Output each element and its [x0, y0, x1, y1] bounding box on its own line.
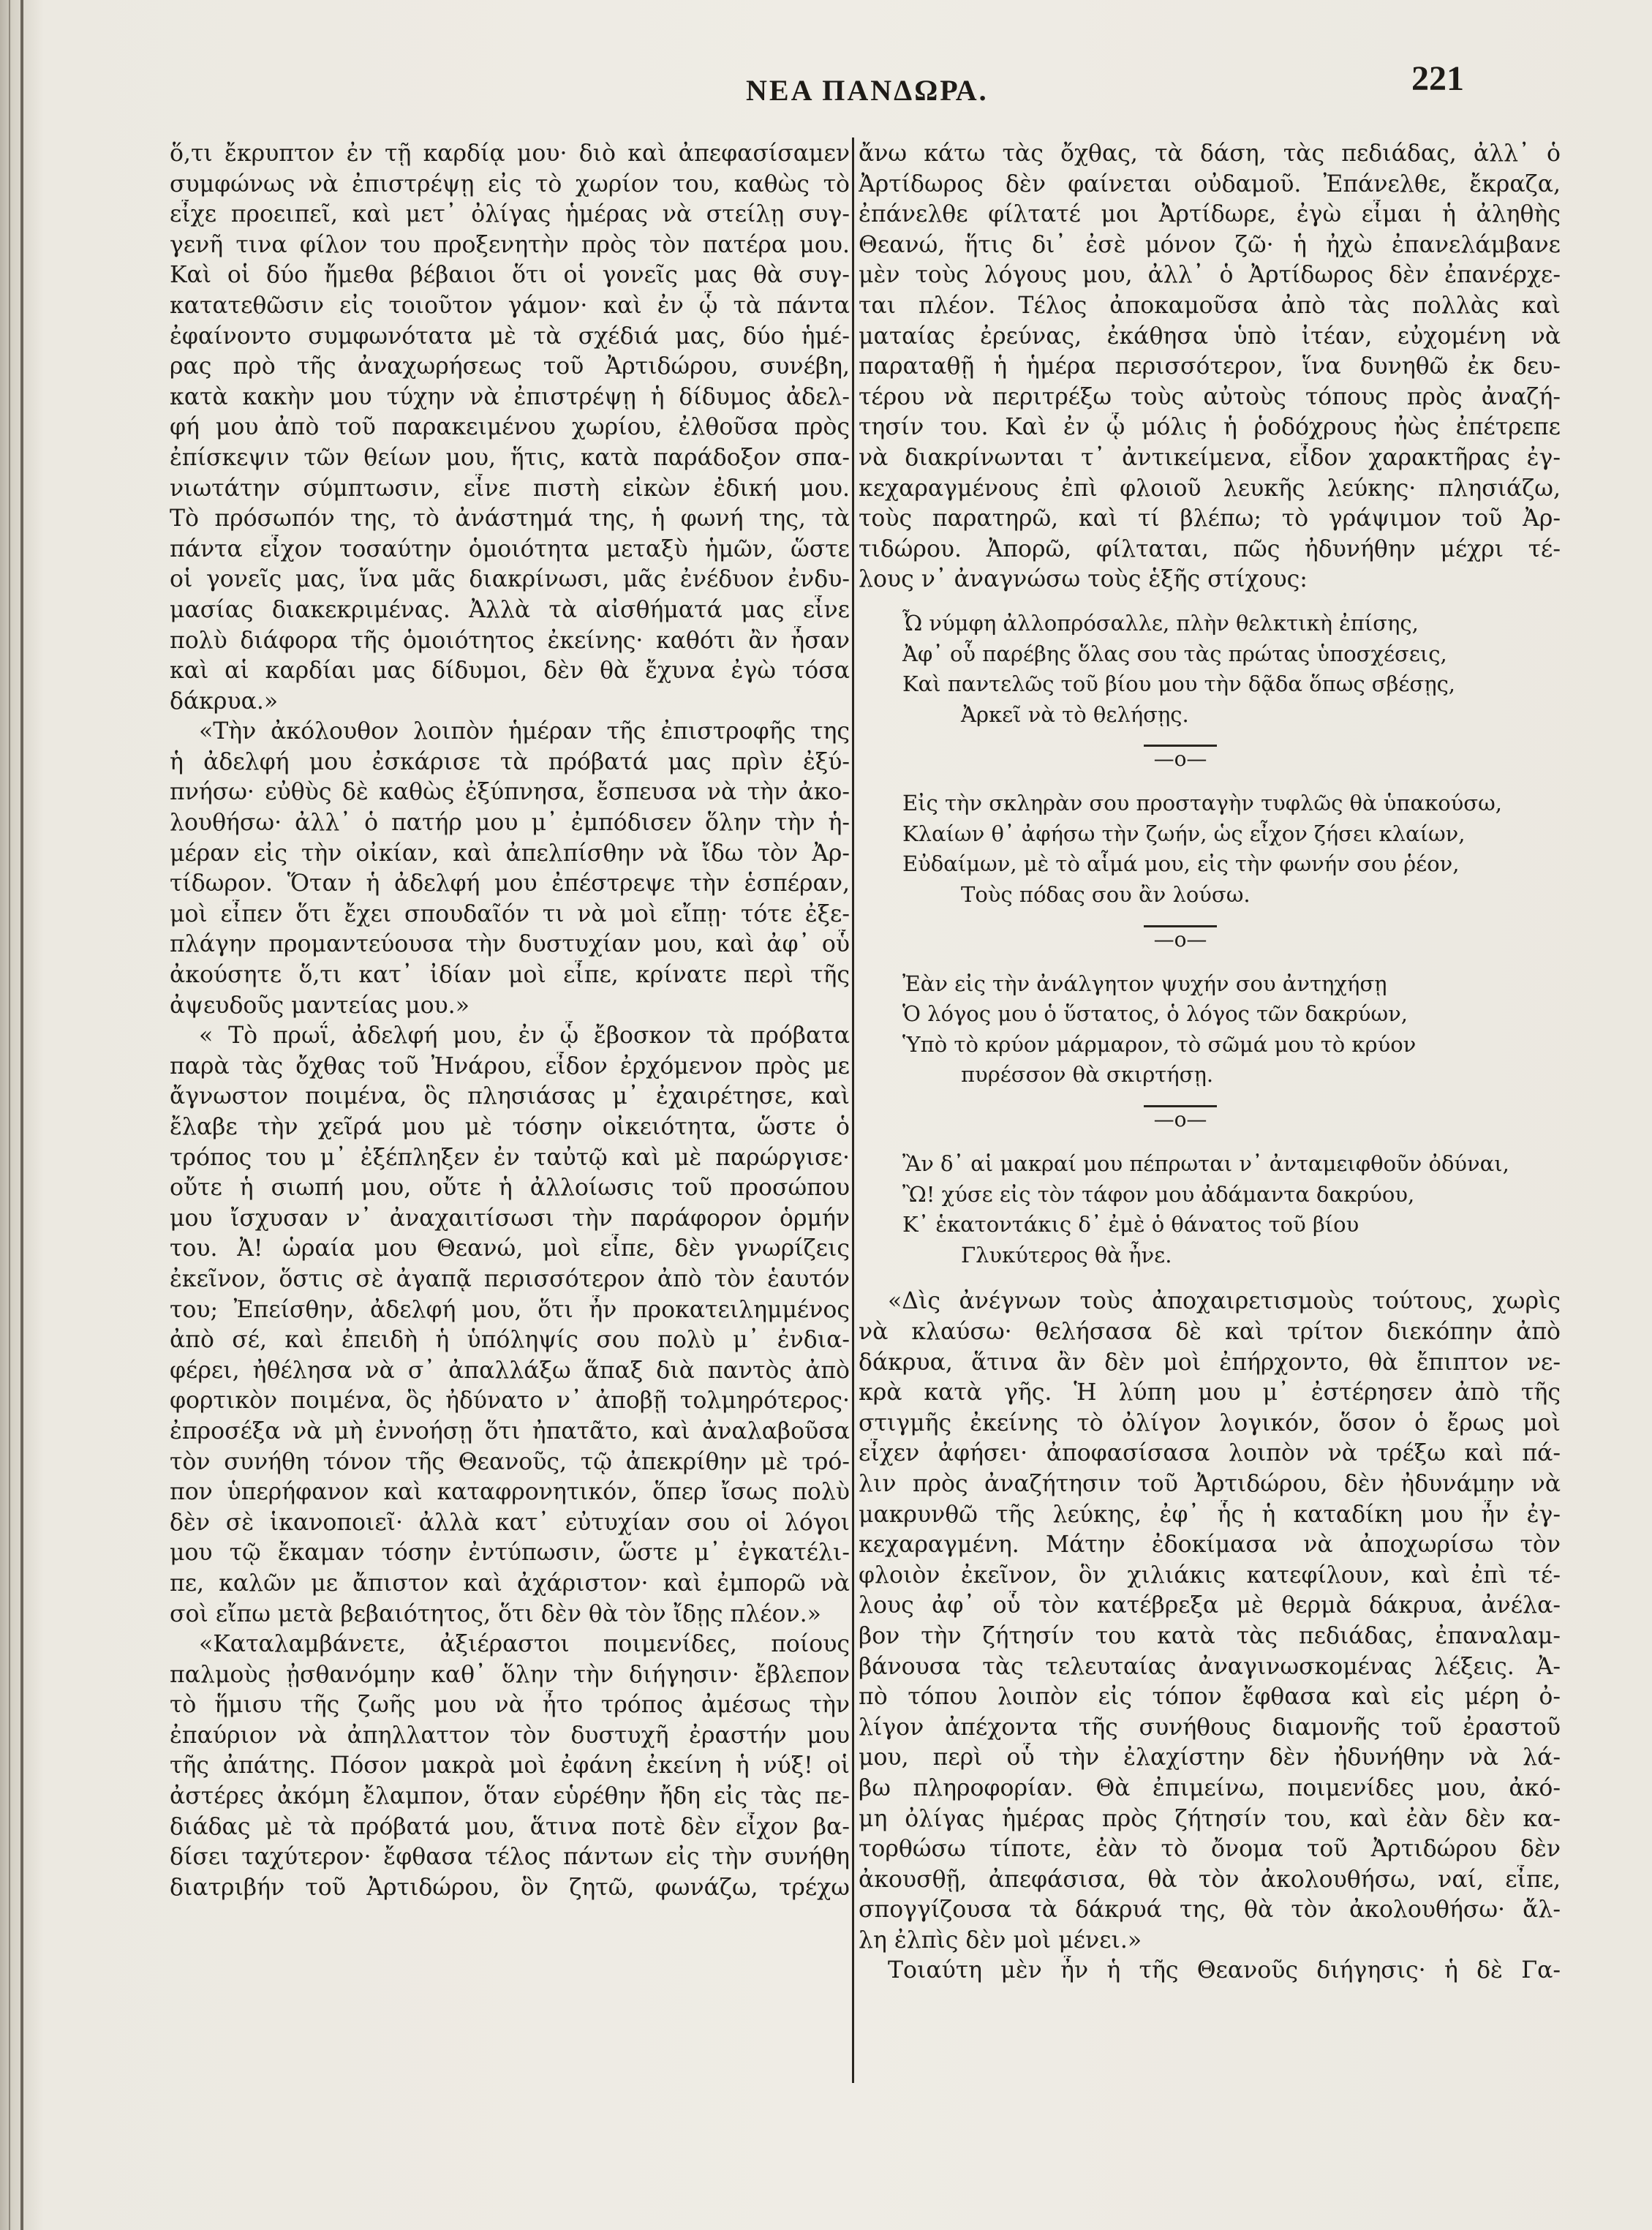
text-line: κατὰ κακὴν μου τύχην νὰ ἐπιστρέψῃ ἡ δίδυμος ἀδελ- — [170, 383, 850, 410]
text-line: ἀκουσθῇ, ἀπεφάσισα, θὰ τὸν ἀκολουθήσω, ναί, εἶπε, — [859, 1866, 1561, 1893]
verse-line: Ἀφ᾽ οὗ παρέβης ὅλας σου τὰς πρώτας ὑποσχέσεις, — [902, 641, 1447, 666]
text-line: κεχαραγμένους ἐπὶ φλοιοῦ λευκῆς λεύκης· πλησιάζω, — [859, 475, 1561, 502]
text-line: τορθώσω τίποτε, ἐὰν τὸ ὄνομα τοῦ Ἀρτιδώρου δὲν — [859, 1836, 1561, 1863]
text-line: τρόπος του μ᾽ ἐξέπληξεν ἐν ταὐτῷ καὶ μὲ παρώργισε· — [170, 1144, 850, 1171]
text-line: ρας πρὸ τῆς ἀναχωρήσεως τοῦ Ἀρτιδώρου, συνέβη, — [170, 353, 850, 380]
text-line: τὸν συνήθη τόνον τῆς Θεανοῦς, τῷ ἀπεκρίθην μὲ τρό- — [170, 1448, 850, 1475]
text-line: φλοιὸν ἐκεῖνον, ὃν χιλιάκις κατεφίλουν, καὶ ἐπὶ τέ- — [859, 1562, 1561, 1589]
text-line: νὰ διακρίνωνται τ᾽ ἀντικείμενα, εἶδον χαρακτῆρας ἐγ- — [859, 444, 1561, 471]
verse-line: Ἀρκεῖ νὰ τὸ θελήσῃς. — [961, 701, 1189, 727]
text-line: λη ἐλπὶς δὲν μοὶ μένει.» — [859, 1926, 1142, 1954]
text-line: νὰ κλαύσω· θελήσασα δὲ καὶ τρίτον διεκόπην ἀπὸ — [859, 1319, 1561, 1345]
text-line: ἀστέρες ἀκόμη ἔλαμπον, ὅταν εὑρέθην ἤδη εἰς τὰς πε- — [170, 1783, 850, 1810]
text-line: Καὶ οἱ δύο ἤμεθα βέβαιοι ὅτι οἱ γονεῖς μας θὰ συγ- — [170, 262, 850, 289]
text-line: συμφώνως νὰ ἐπιστρέψῃ εἰς τὸ χωρίον του, καθὼς τὸ — [170, 170, 850, 197]
text-line: Ἀρτίδωρος δὲν φαίνεται οὐδαμοῦ. Ἐπάνελθε, ἔκραζα, — [859, 170, 1561, 197]
verse-line: Εἰς τὴν σκληρὰν σου προσταγὴν τυφλῶς θὰ ὑπακούσω, — [902, 791, 1502, 816]
verse-line: Κλαίων θ᾽ ἀφήσω τὴν ζωήν, ὡς εἶχον ζήσει κλαίων, — [902, 821, 1466, 846]
text-line: τοὺς παρατηρῶ, καὶ τί βλέπω; τὸ γράψιμον τοῦ Ἀρ- — [859, 505, 1561, 532]
poem-stanza — [859, 788, 1561, 910]
verse-line: Ὁ λόγος μου ὁ ὕστατος, ὁ λόγος τῶν δακρύων, — [902, 1001, 1408, 1027]
text-line: παραταθῇ ἡ ἡμέρα περισσότερον, ἵνα δυνηθῶ ἐκ δευ- — [859, 353, 1561, 380]
text-line: ματαίας ἐρεύνας, ἐκάθησα ὑπὸ ἰτέαν, εὐχομένη νὰ — [859, 323, 1561, 350]
text-line: τῆς ἀπάτης. Πόσον μακρὰ μοὶ ἐφάνη ἐκείνη ἡ νύξ! οἱ — [170, 1752, 850, 1779]
text-line: λιν πρὸς ἀναζήτησιν τοῦ Ἀρτιδώρου, δὲν ἠδυνάμην νὰ — [859, 1470, 1561, 1497]
text-line: ται πλέον. Τέλος ἀποκαμοῦσα ἀπὸ τὰς πολλὰς καὶ — [859, 292, 1561, 319]
text-line: μακρυνθῶ τῆς λεύκης, ἐφ᾽ ἧς ἡ καταδίκη μου ἦν ἐγ- — [859, 1501, 1561, 1528]
text-line: σπογγίζουσα τὰ δάκρυά της, θὰ τὸν ἀκολουθήσω· ἄλ- — [859, 1896, 1561, 1924]
text-line: κατατεθῶσιν εἰς τοιοῦτον γάμον· καὶ ἐν ᾧ τὰ πάντα — [170, 292, 850, 319]
text-line: καὶ αἱ καρδίαι μας δίδυμοι, δὲν θὰ ἔχυνα ἐγὼ τόσα — [170, 658, 850, 685]
text-line: βον τὴν ζήτησίν του κατὰ τὰς πεδιάδας, ἐπαναλαμ- — [859, 1622, 1561, 1649]
text-line: δὲν σὲ ἱκανοποιεῖ· ἀλλὰ κατ᾽ εὐτυχίαν σου οἱ λόγοι — [170, 1509, 850, 1536]
text-line: φέρει, ἠθέλησα νὰ σ᾽ ἀπαλλάξω ἅπαξ διὰ παντὸς ἀπὸ — [170, 1357, 850, 1384]
page-number: 221 — [1411, 59, 1464, 98]
text-line: λίγον ἀπέχοντα τῆς συνήθους διαμονῆς τοῦ ἐραστοῦ — [859, 1714, 1561, 1741]
text-line: διατριβήν τοῦ Ἀρτιδώρου, ὃν ζητῶ, φωνάζω, τρέχω — [170, 1874, 850, 1901]
verse-line: Ὢ! χύσε εἰς τὸν τάφον μου ἀδάμαντα δακρύου, — [902, 1181, 1415, 1207]
text-line: ἐπίσκεψιν τῶν θείων μου, ἥτις, κατὰ παράδοξον σπα- — [170, 444, 850, 471]
text-line: του; Ἐπείσθην, ἀδελφή μου, ὅτι ἦν προκατειλημμένος — [170, 1296, 850, 1323]
text-line: « Τὸ πρωΐ, ἀδελφή μου, ἐν ᾧ ἔβοσκον τὰ πρόβατα — [199, 1022, 850, 1050]
text-line: βω πληροφορίαν. Θὰ ἐπιμείνω, ποιμενίδες μου, ἀκό- — [859, 1774, 1561, 1801]
text-line: πον ὑπερήφανον καὶ καταφρονητικόν, ὅπερ ἴσως πολὺ — [170, 1479, 850, 1506]
text-line: δίσει ταχύτερον· ἔφθασα τέλος πάντων εἰς τὴν συνήθη — [170, 1844, 850, 1871]
text-line: ἔλαβε τὴν χεῖρά μου μὲ τόσην οἰκειότητα, ὥστε ὁ — [170, 1114, 850, 1140]
verse-line: Κ᾽ ἑκατοντάκις δ᾽ ἐμὲ ὁ θάνατος τοῦ βίου — [902, 1212, 1359, 1238]
text-line: οἱ γονεῖς μας, ἵνα μᾶς διακρίνωσι, μᾶς ἐνέδυον ἐνδυ- — [170, 566, 850, 593]
text-line: ἐφαίνοντο συμφωνότατα μὲ τὰ σχέδιά μας, δύο ἡμέ- — [170, 323, 850, 350]
text-line: λους ν᾽ ἀναγνώσω τοὺς ἑξῆς στίχους: — [859, 566, 1308, 593]
text-line: πὸ τόπου λοιπὸν εἰς τόπον ἔφθασα καὶ εἰς μέρη ὀ- — [859, 1684, 1561, 1711]
text-line: λουθήσω· ἀλλ᾽ ὁ πατήρ μου μ᾽ ἐμπόδισεν ὅλην τὴν ἡ- — [170, 810, 850, 837]
text-line: ἀψευδοῦς μαντείας μου.» — [170, 992, 469, 1019]
text-line: μη ὀλίγας ἡμέρας πρὸς ζήτησίν του, καὶ ἐὰν δὲν κα- — [859, 1805, 1561, 1832]
stanza-separator-mark: —o— — [1144, 1105, 1218, 1131]
text-line: εἶχε προειπεῖ, καὶ μετ᾽ ὀλίγας ἡμέρας νὰ στείλῃ συγ- — [170, 201, 850, 228]
text-line: τησίν του. Καὶ ἐν ᾧ μόλις ἡ ῥοδόχρους ἠὼς ἐπέτρεπε — [859, 414, 1561, 441]
text-line: παρὰ τὰς ὄχθας τοῦ Ἠνάρου, εἶδον ἐρχόμενον πρὸς με — [170, 1052, 850, 1080]
text-line: δάκρυα, ἅτινα ἂν δὲν μοὶ ἐπήρχοντο, θὰ ἔπιπτον νε- — [859, 1349, 1561, 1376]
verse-line: Ὦ νύμφη ἀλλοπρόσαλλε, πλὴν θελκτικὴ ἐπίσης, — [902, 610, 1419, 636]
poem-stanza — [859, 1149, 1561, 1270]
text-line: ἐπάνελθε φίλτατέ μοι Ἀρτίδωρε, ἐγὼ εἶμαι ἡ ἀληθὴς — [859, 201, 1561, 228]
text-line: φορτικὸν ποιμένα, ὃς ἠδύνατο ν᾽ ἀποβῇ τολμηρότερος· — [170, 1387, 850, 1415]
text-line: ἄνω κάτω τὰς ὄχθας, τὰ δάση, τὰς πεδιάδας, ἀλλ᾽ ὁ — [859, 140, 1561, 167]
text-line: ἀκούσητε ὅ,τι κατ᾽ ἰδίαν μοὶ εἶπε, κρίνατε περὶ τῆς — [170, 962, 850, 989]
verse-line: πυρέσσον θὰ σκιρτήσῃ. — [961, 1062, 1214, 1088]
text-line: πνήσω· εὐθὺς δὲ καθὼς ἐξύπνησα, ἔσπευσα νὰ τὴν ἀκο- — [170, 779, 850, 806]
verse-line: Εὐδαίμων, μὲ τὸ αἷμά μου, εἰς τὴν φωνήν σου ῥέον, — [902, 851, 1460, 877]
text-line: κεχαραγμένη. Μάτην ἐδοκίμασα νὰ ἀποχωρίσω τὸν — [859, 1532, 1561, 1559]
text-line: οὔτε ἡ σιωπή μου, οὔτε ἡ ἀλλοίωσις τοῦ προσώπου — [170, 1175, 850, 1202]
page-spine-edge — [20, 0, 23, 2230]
text-line: τίδωρον. Ὅταν ἡ ἀδελφή μου ἐπέστρεψε τὴν ἑσπέραν, — [170, 870, 850, 897]
text-line: πλάγην προμαντεύουσα τὴν δυστυχίαν μου, καὶ ἀφ᾽ οὗ — [170, 931, 850, 958]
text-line: τιδώρου. Ἀπορῶ, φίλταται, πῶς ἠδυνήθην μέχρι τέ- — [859, 535, 1561, 562]
text-line: ἄγνωστον ποιμένα, ὃς πλησιάσας μ᾽ ἐχαιρέτησε, καὶ — [170, 1083, 850, 1110]
right-column — [850, 139, 1561, 1986]
running-title: ΝΕΑ ΠΑΝΔΩΡΑ. — [746, 74, 989, 107]
text-line: ἐπαύριον νὰ ἀπηλλαττον τὸν δυστυχῆ ἐραστήν μου — [170, 1722, 850, 1749]
text-line: μοὶ εἶπεν ὅτι ἔχει σπουδαῖόν τι νὰ μοὶ εἴπῃ· τότε ἐξε- — [170, 900, 850, 927]
text-line: ἐκεῖνον, ὅστις σὲ ἀγαπᾷ περισσότερον ἀπὸ τὸν ἑαυτόν — [170, 1265, 850, 1292]
text-line: μου τῷ ἔκαμαν τόσην ἐντύπωσιν, ὥστε μ᾽ ἐγκατέλι- — [170, 1540, 850, 1567]
text-line: ἀπὸ σέ, καὶ ἐπειδὴ ἡ ὑπόληψίς σου πολὺ μ᾽ ἐνδια- — [170, 1327, 850, 1354]
text-line: δάκρυα.» — [170, 688, 279, 715]
verse-line: Καὶ παντελῶς τοῦ βίου μου τὴν δᾷδα ὅπως σβέσῃς, — [902, 671, 1456, 697]
text-line: μασίας διακεκριμένας. Ἀλλὰ τὰ αἰσθήματά μας εἶνε — [170, 596, 850, 623]
text-line: «Καταλαμβάνετε, ἀξιέραστοι ποιμενίδες, ποίους — [199, 1631, 850, 1658]
left-column — [170, 139, 850, 1903]
text-line: πολὺ διάφορα τῆς ὁμοιότητος ἐκείνης· καθότι ἂν ἦσαν — [170, 627, 850, 654]
verse-line: Ἂν δ᾽ αἱ μακραί μου πέπρωται ν᾽ ἀνταμειφθοῦν ὀδύναι, — [902, 1151, 1509, 1177]
text-line: ἐπροσέξα νὰ μὴ ἐννοήσῃ ὅτι ἠπατᾶτο, καὶ ἀναλαβοῦσα — [170, 1417, 850, 1444]
text-line: γενῆ τινα φίλον του προξενητὴν πρὸς τὸν πατέρα μου. — [170, 231, 850, 258]
text-line: μου, περὶ οὗ τὴν ἐλαχίστην δὲν ἠδυνήθην νὰ λά- — [859, 1744, 1561, 1771]
text-line: φή μου ἀπὸ τοῦ παρακειμένου χωρίου, ἐλθοῦσα πρὸς — [170, 414, 850, 441]
text-line: ὅ,τι ἔκρυπτον ἐν τῇ καρδίᾳ μου· διὸ καὶ ἀπεφασίσαμεν — [170, 140, 850, 167]
text-line: διάδας μὲ τὰ πρόβατά μου, ἅτινα ποτὲ δὲν εἶχον βα- — [170, 1813, 850, 1840]
stanza-separator — [859, 737, 1561, 781]
poem-stanza — [859, 609, 1561, 730]
text-line: παλμοὺς ᾐσθανόμην καθ᾽ ὅλην τὴν διήγησιν· ἔβλεπον — [170, 1661, 850, 1688]
text-line: τὸ ἥμισυ τῆς ζωῆς μου νὰ ἦτο τρόπος ἀμέσως τὴν — [170, 1692, 850, 1719]
stanza-separator-mark: —o— — [1144, 925, 1218, 952]
text-line: πάντα εἶχον τοσαύτην ὁμοιότητα μεταξὺ ἡμῶν, ὥστε — [170, 535, 850, 562]
text-line: στιγμῆς ἐκείνης τὸ ὀλίγον λογικόν, ὅσον ὁ ἔρως μοὶ — [859, 1409, 1561, 1436]
verse-line: Ἐὰν εἰς τὴν ἀνάλγητον ψυχήν σου ἀντηχήσῃ — [902, 971, 1387, 996]
verse-line: Ὑπὸ τὸ κρύον μάρμαρον, τὸ σῶμά μου τὸ κρύον — [902, 1031, 1417, 1057]
text-line: ἡ ἀδελφή μου ἐσκάρισε τὰ πρόβατά μας πρὶν ἐξύ- — [170, 748, 850, 775]
text-line: τέρου νὰ περιτρέξω τοὺς αὐτοὺς τόπους πρὸς ἀναζή- — [859, 383, 1561, 410]
text-line: «Τὴν ἀκόλουθον λοιπὸν ἡμέραν τῆς ἐπιστροφῆς της — [199, 718, 850, 745]
text-line: μου ἴσχυσαν ν᾽ ἀναχαιτίσωσι τὴν παράφορον ὁρμήν — [170, 1205, 850, 1232]
text-line: Θεανώ, ἥτις δι᾽ ἐσὲ μόνον ζῶ· ἡ ἠχὼ ἐπανελάμβανε — [859, 231, 1561, 258]
stanza-separator — [859, 1098, 1561, 1142]
text-line: Τὸ πρόσωπόν της, τὸ ἀνάστημά της, ἡ φωνή της, τὰ — [170, 505, 850, 532]
text-line: κρὰ κατὰ γῆς. Ἡ λύπη μου μ᾽ ἐστέρησεν ἀπὸ τῆς — [859, 1379, 1561, 1406]
text-line: λους ἀφ᾽ οὗ τὸν κατέβρεξα μὲ θερμὰ δάκρυα, ἀνέλα- — [859, 1592, 1561, 1619]
poem — [859, 609, 1561, 1271]
stanza-separator-mark: —o— — [1144, 745, 1218, 771]
text-line: νιωτάτην σύμπτωσιν, εἶνε πιστὴ εἰκὼν ἐδική μου. — [170, 475, 850, 502]
text-line: Τοιαύτη μὲν ἦν ἡ τῆς Θεανοῦς διήγησις· ἡ δὲ Γα- — [888, 1957, 1561, 1984]
text-line: μέραν εἰς τὴν οἰκίαν, καὶ ἀπελπίσθην νὰ ἴδω τὸν Ἀρ- — [170, 840, 850, 867]
text-line: «Δὶς ἀνέγνων τοὺς ἀποχαιρετισμοὺς τούτους, χωρὶς — [888, 1288, 1561, 1315]
text-line: μὲν τοὺς λόγους μου, ἀλλ᾽ ὁ Ἀρτίδωρος δὲν ἐπανέρχε- — [859, 262, 1561, 289]
text-line: σοὶ εἴπω μετὰ βεβαιότητος, ὅτι δὲν θὰ τὸν ἴδῃς πλέον.» — [170, 1600, 821, 1627]
page-spine-shadow — [9, 0, 10, 2230]
text-line: βάνουσα τὰς τελευταίας ἀναγινωσκομένας λέξεις. Ἀ- — [859, 1653, 1561, 1680]
stanza-separator — [859, 918, 1561, 962]
verse-line: Γλυκύτερος θὰ ἦνε. — [961, 1242, 1172, 1267]
poem-stanza — [859, 969, 1561, 1090]
text-line: του. Ἀ! ὡραία μου Θεανώ, μοὶ εἶπε, δὲν γνωρίζεις — [170, 1235, 850, 1262]
verse-line: Τοὺς πόδας σου ἂν λούσω. — [961, 882, 1251, 908]
text-line: εἶχεν ἀφήσει· ἀποφασίσασα λοιπὸν νὰ τρέξω καὶ πά- — [859, 1440, 1561, 1467]
page-header — [0, 59, 1652, 117]
text-line: πε, καλῶν με ἄπιστον καὶ ἀχάριστον· καὶ ἐμπορῶ νὰ — [170, 1570, 850, 1597]
